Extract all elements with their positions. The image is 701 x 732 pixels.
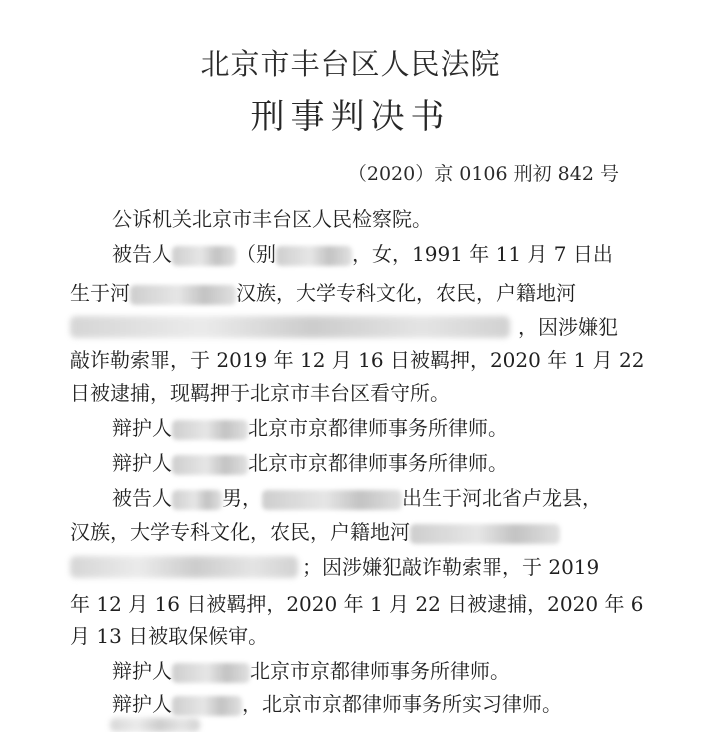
defender2-firm: 北京市京都律师事务所律师。 (248, 451, 508, 475)
defender3-line (112, 657, 510, 685)
defendant2-line-5 (70, 622, 268, 650)
defendant1-charge-intro: ，因涉嫌犯 (518, 315, 618, 339)
defender1-line (112, 414, 508, 442)
defendant2-bail: 月 13 日被取保候审。 (70, 624, 269, 648)
defendant2-line-1 (112, 484, 602, 512)
redaction-band (70, 556, 298, 578)
redaction-block (172, 696, 242, 716)
prosecutor-line (112, 205, 432, 233)
defendant2-gender: 男， (222, 486, 262, 510)
redaction-block (262, 490, 402, 510)
redaction-block (130, 285, 236, 305)
redaction-block (172, 490, 222, 510)
defendant1-details: 汉族，大学专科文化，农民，户籍地河 (236, 281, 576, 305)
defendant1-line-5 (70, 379, 450, 407)
redaction-block (172, 246, 236, 266)
court-name: 北京市丰台区人民法院 (200, 47, 501, 81)
defender4-firm: ，北京市京都律师事务所实习律师。 (242, 692, 562, 716)
defendant2-charge: ；因涉嫌犯敲诈勒索罪，于 2019 (302, 555, 600, 579)
defendant2-line-3 (302, 553, 599, 581)
defendant2-line-4 (70, 590, 644, 618)
defender2-line (112, 449, 508, 477)
defender1-label: 辩护人 (112, 416, 172, 440)
redaction-block (172, 663, 250, 683)
defendant1-line-1 (112, 240, 613, 268)
defender4-label: 辩护人 (112, 692, 172, 716)
defendant2-line-2 (70, 518, 560, 546)
defendant1-detention: 敲诈勒索罪，于 2019 年 12 月 16 日被羁押，2020 年 1 月 22 (70, 348, 645, 372)
defender3-firm: 北京市京都律师事务所律师。 (250, 659, 510, 683)
defendant1-custody: 日被逮捕，现羁押于北京市丰台区看守所。 (70, 381, 450, 405)
defendant1-line-4 (70, 346, 644, 374)
defender4-line (112, 690, 562, 718)
defendant2-birthplace: 出生于河北省卢龙县， (402, 486, 602, 510)
redaction-block (276, 246, 352, 266)
defendant2-detention: 年 12 月 16 日被羁押，2020 年 1 月 22 日被逮捕，2020 年 6 (70, 592, 644, 616)
redaction-block (172, 420, 248, 440)
defendant1-line-3 (518, 313, 618, 341)
redaction-block (410, 524, 560, 544)
defendant1-birthplace: 生于河 (70, 281, 130, 305)
defender1-firm: 北京市京都律师事务所律师。 (248, 416, 508, 440)
defender2-label: 辩护人 (112, 451, 172, 475)
redaction-block (172, 455, 248, 475)
document-title: 刑事判决书 (250, 97, 451, 137)
defendant1-label: 被告人 (112, 242, 172, 266)
defendant1-line-2 (70, 279, 576, 307)
defendant1-alias: （别 (236, 242, 276, 266)
cutoff-text-fragment (110, 718, 200, 732)
defender3-label: 辩护人 (112, 659, 172, 683)
defendant2-details: 汉族，大学专科文化，农民，户籍地河 (70, 520, 410, 544)
case-number: （2020）京 0106 刑初 842 号 (347, 163, 619, 185)
defendant2-label: 被告人 (112, 486, 172, 510)
defendant1-birth: ，女，1991 年 11 月 7 日出 (352, 242, 613, 266)
prosecutor-text: 公诉机关北京市丰台区人民检察院。 (112, 207, 432, 231)
redaction-band (70, 316, 510, 338)
